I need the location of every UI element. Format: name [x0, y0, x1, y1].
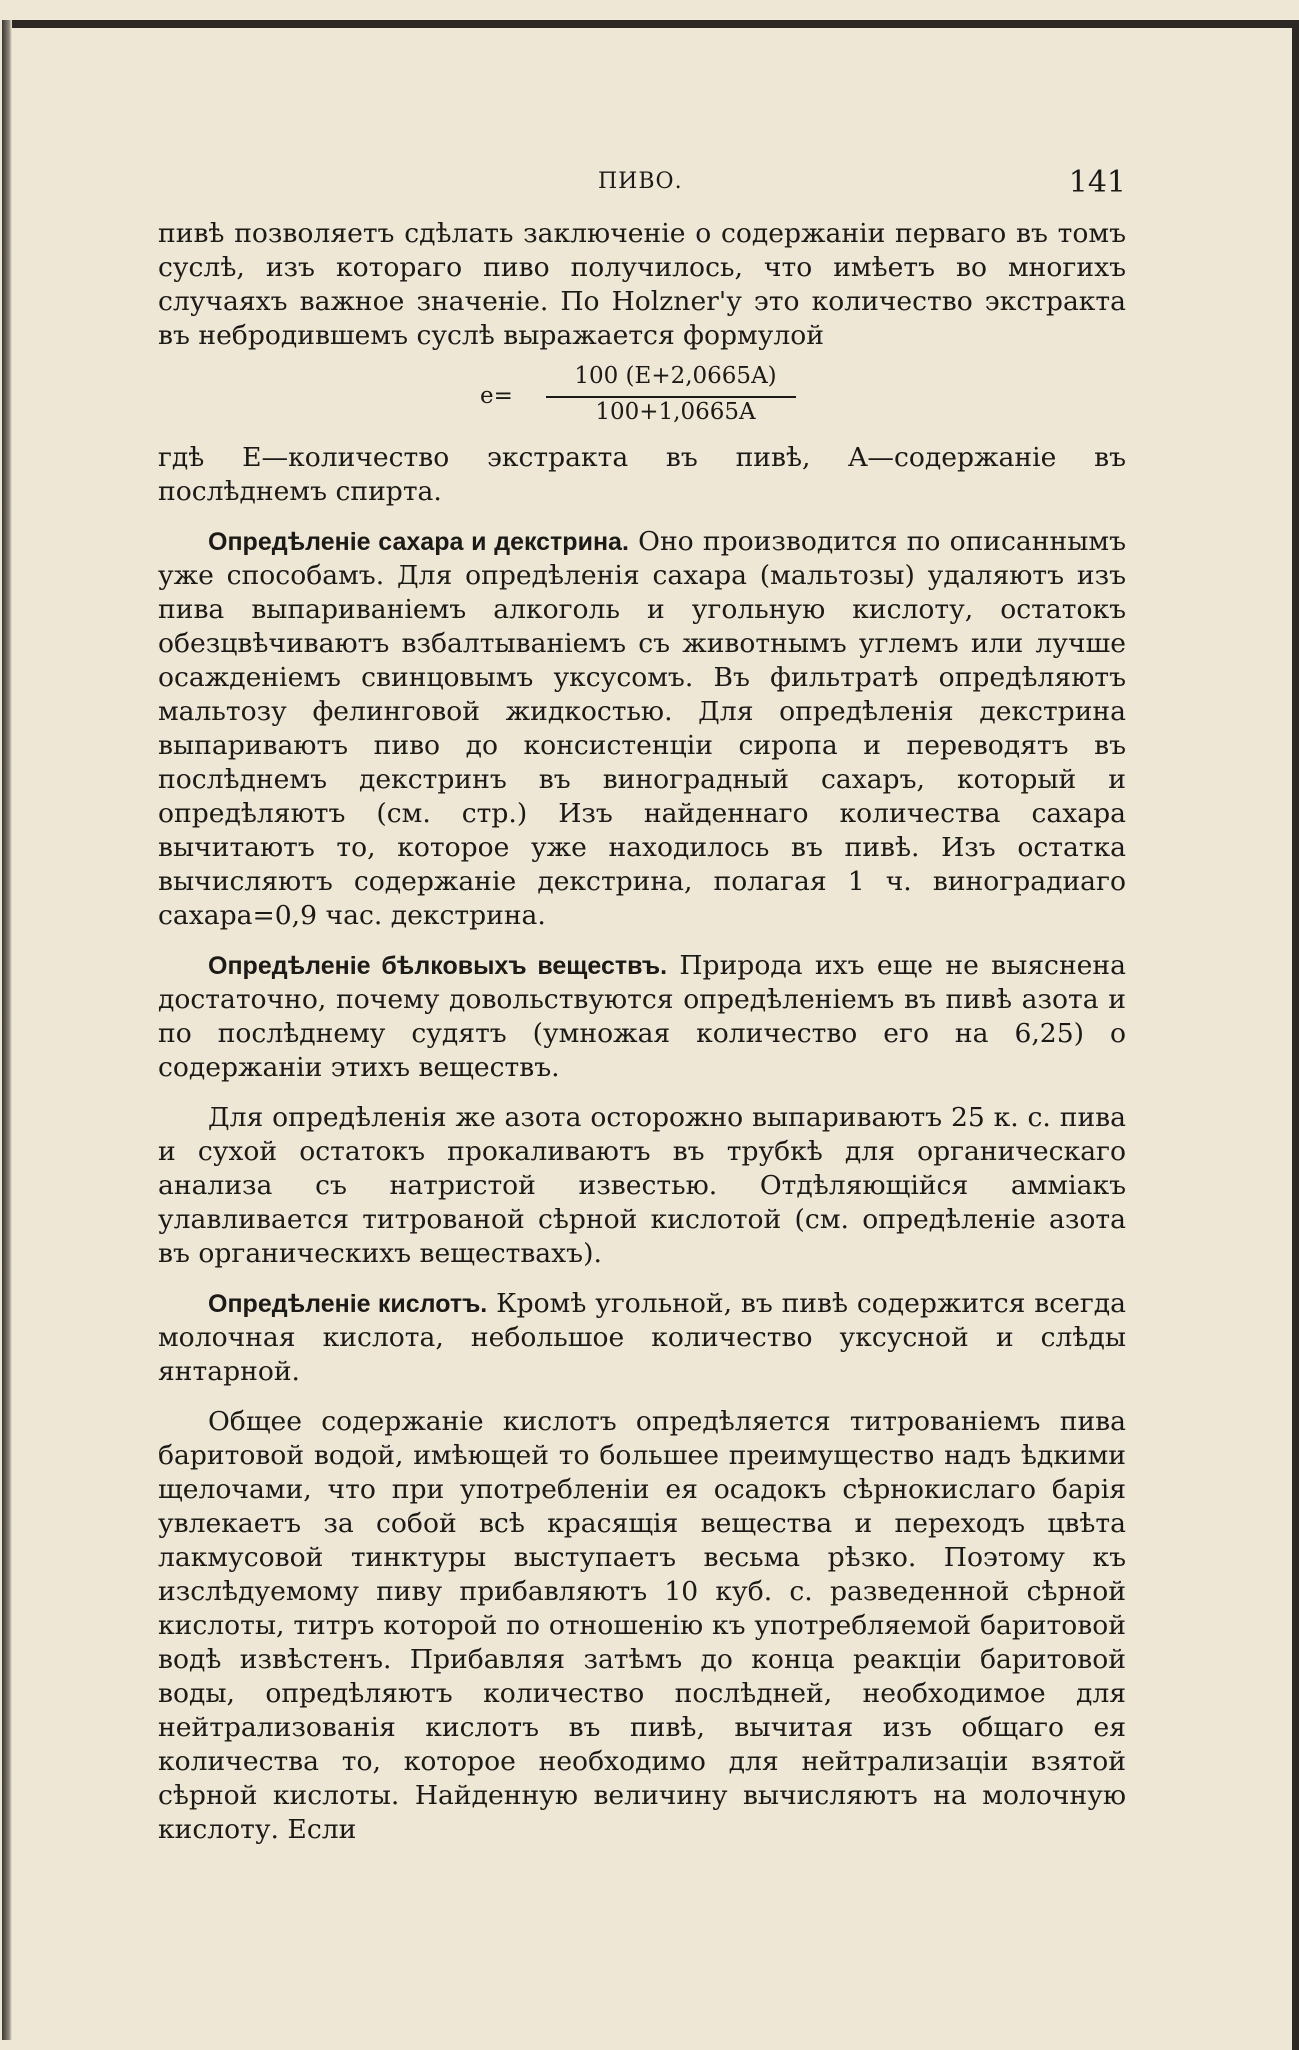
page-content [158, 165, 1126, 1847]
section-heading-proteins: Опредѣленіе бѣлковыхъ веществъ. [208, 952, 668, 980]
section-text-acids: Кромѣ угольной, въ пивѣ содержится всегда молочная кислота, небольшое количество уксусной и слѣды янтарной. [158, 1288, 1127, 1387]
page-right-edge [1292, 20, 1299, 2050]
paragraph-intro: пивѣ позволяетъ сдѣлать заключеніе о содержаніи перваго въ томъ суслѣ, изъ котораго пиво получилось, что имѣетъ во многихъ случаяхъ важное значеніе. По Holzner'у это количество экстракта въ небродившемъ суслѣ выражается формулой [158, 218, 1126, 351]
paragraph-total-acids: Общее содержаніе кислотъ опредѣляется титрованіемъ пива баритовой водой, имѣющей то большее преимущество надъ ѣдкими щелочами, что при употребленіи ея осадокъ сѣрнокислаго барія увлекаетъ за собой всѣ красящія вещества и переходъ цвѣта лакмусовой тинктуры выступаетъ весьма рѣзко. Поэтому къ изслѣдуемому пиву прибавляютъ 10 куб. с. разведенной сѣрной кислоты, титръ которой по отношенію къ употребляемой баритовой водѣ извѣстенъ. Прибавляя затѣмъ до конца реакціи баритовой воды, опредѣляютъ количество послѣдней, необходимое для нейтрализованія кислотъ въ пивѣ, вычитая изъ общаго ея количества то, которое необходимо для нейтрализаціи взятой сѣрной кислоты. Найденную величину вычисляютъ на молочную кислоту. Если [158, 1406, 1126, 1845]
paragraph-formula-explanation: гдѣ E—количество экстракта въ пивѣ, A—содержаніе въ послѣднемъ спирта. [158, 442, 1126, 507]
formula [158, 363, 1126, 427]
formula-denominator: 100+1,0665A [595, 399, 756, 425]
section-sugar-dextrin [158, 525, 1126, 933]
section-heading-acids: Опредѣленіе кислотъ. [208, 1290, 488, 1318]
section-heading-sugar-dextrin: Опредѣленіе сахара и декстрина. [208, 528, 629, 556]
section-acids [158, 1287, 1126, 1389]
fraction-bar [546, 396, 796, 398]
paragraph-nitrogen: Для опредѣленія же азота осторожно выпариваютъ 25 к. с. пива и сухой остатокъ прокаливаютъ въ трубкѣ для органическаго анализа съ натристой известью. Отдѣляющійся амміакъ улавливается титрованой сѣрной кислотой (см. опредѣленіе азота въ органическихъ веществахъ). [158, 1102, 1126, 1269]
running-head [158, 165, 1126, 205]
section-text-proteins: Природа ихъ еще не выяснена достаточно, почему довольствуются опредѣленіемъ въ пивѣ азота и по послѣднему судятъ (умножая количество его на 6,25) о содержаніи этихъ веществъ. [158, 950, 1126, 1083]
section-proteins [158, 949, 1126, 1085]
formula-lhs: e= [480, 383, 513, 409]
section-text-sugar-dextrin: Оно производится по описаннымъ уже способамъ. Для опредѣленія сахара (мальтозы) удаляютъ изъ пива выпариваніемъ алкоголь и угольную кислоту, остатокъ обезцвѣчиваютъ взбалтываніемъ съ животнымъ углемъ или лучше осажденіемъ свинцовымъ уксусомъ. Въ фильтратѣ опредѣляютъ мальтозу фелинговой жидкостью. Для опредѣленія декстрина выпариваютъ пиво до консистенціи сиропа и переводятъ въ послѣднемъ декстринъ въ виноградный сахаръ, который и опредѣляютъ (см. стр.) Изъ найденнаго количества сахара вычитаютъ то, которое уже находилось въ пивѣ. Изъ остатка вычисляютъ содержаніе декстрина, полагая 1 ч. виноградиаго сахара=0,9 час. декстрина. [158, 526, 1126, 931]
formula-numerator: 100 (E+2,0665A) [574, 363, 777, 389]
page-top-edge [6, 20, 1294, 28]
page-number: 141 [1068, 165, 1126, 200]
page-left-edge [2, 20, 12, 2040]
running-head-title: ПИВО. [598, 169, 683, 194]
